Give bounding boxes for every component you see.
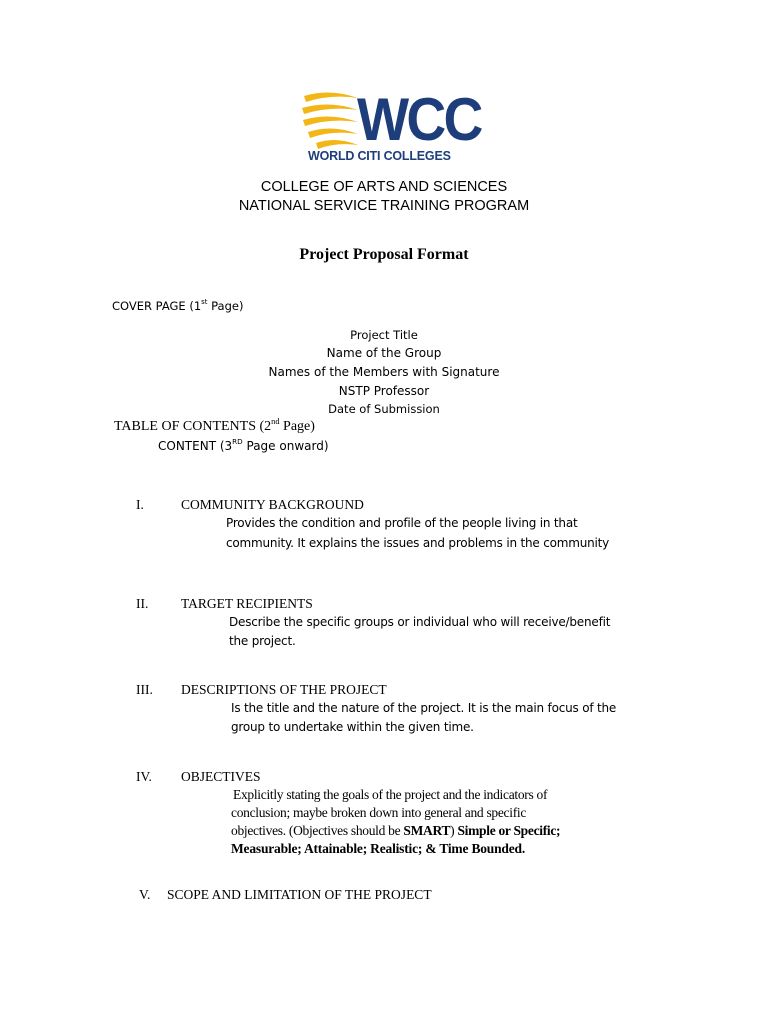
toc-label: TABLE OF CONTENTS (2nd Page)	[114, 416, 315, 434]
section-2-desc-line2: the project.	[229, 634, 296, 648]
swoosh-icon	[300, 90, 360, 152]
section-2-title: TARGET RECIPIENTS	[181, 596, 313, 611]
section-3-number: III.	[136, 682, 153, 697]
wcc-logo	[300, 86, 481, 168]
section-5-title: SCOPE AND LIMITATION OF THE PROJECT	[167, 887, 432, 902]
section-1-title: COMMUNITY BACKGROUND	[181, 497, 364, 512]
section-3-title: DESCRIPTIONS OF THE PROJECT	[181, 682, 387, 697]
cover-item-date: Date of Submission	[328, 402, 440, 416]
cover-item-group-name: Name of the Group	[326, 346, 442, 360]
logo-name: WORLD CITI COLLEGES	[308, 149, 451, 163]
section-4-desc-line2: conclusion; maybe broken down into general and specific	[231, 805, 527, 820]
section-2-number: II.	[136, 596, 149, 611]
section-4-title: OBJECTIVES	[181, 769, 261, 784]
section-5-number: V.	[139, 887, 151, 902]
cover-item-members: Names of the Members with Signature	[268, 365, 500, 379]
section-2-desc-line1: Describe the specific groups or individual who will receive/benefit	[229, 615, 611, 629]
program-name: NATIONAL SERVICE TRAINING PROGRAM	[238, 198, 530, 214]
section-4-desc-line1: Explicitly stating the goals of the project and the indicators of	[233, 787, 548, 802]
section-3-desc-line1: Is the title and the nature of the project. It is the main focus of the	[231, 701, 617, 715]
section-3-desc-line2: group to undertake within the given time.	[231, 720, 474, 734]
section-4-desc-line3: objectives. (Objectives should be SMART) Simple or Specific;	[231, 823, 561, 838]
section-1-number: I.	[136, 497, 144, 512]
section-1-desc-line1: Provides the condition and profile of the people living in that	[226, 516, 578, 530]
content-label: CONTENT (3RD Page onward)	[158, 437, 329, 453]
logo-mark: WCC	[357, 86, 481, 153]
section-4-desc-line4: Measurable; Attainable; Realistic; & Time Bounded.	[231, 841, 525, 856]
section-1-desc-line2: community. It explains the issues and problems in the community	[226, 536, 610, 550]
cover-item-project-title: Project Title	[350, 328, 418, 342]
cover-item-professor: NSTP Professor	[338, 384, 430, 398]
section-4-number: IV.	[136, 769, 152, 784]
cover-page-label: COVER PAGE (1st Page)	[112, 298, 244, 313]
college-name: COLLEGE OF ARTS AND SCIENCES	[260, 179, 508, 195]
page-title: Project Proposal Format	[299, 246, 469, 263]
